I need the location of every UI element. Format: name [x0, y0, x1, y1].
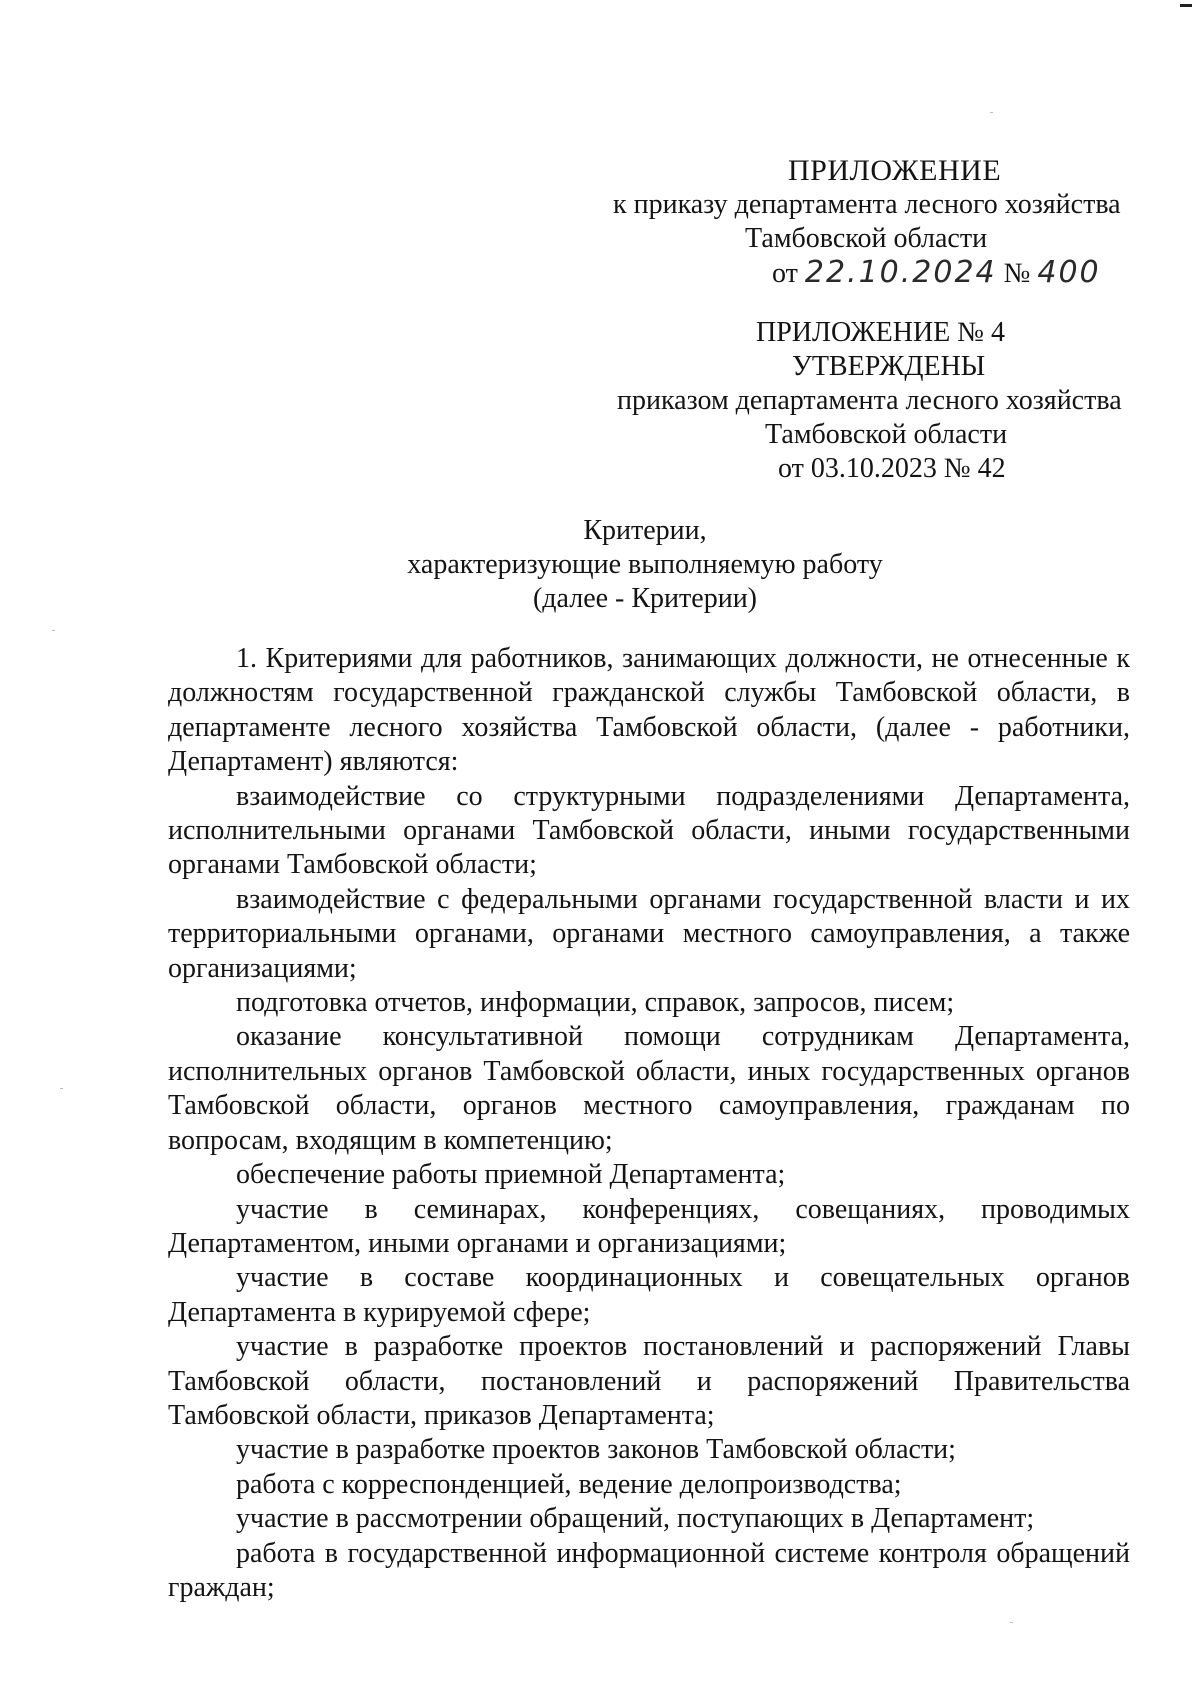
paragraph: работа в государственной информационной системе контроля обращений граждан; [168, 1537, 1130, 1603]
annex4-title: ПРИЛОЖЕНИЕ № 4 [756, 317, 1005, 348]
annex4-line-region: Тамбовской области [765, 419, 1008, 450]
annex-header [560, 154, 1140, 291]
paragraph: участие в разработке проектов постановлений и распоряжений Главы Тамбовской области, постановлений и распоряжений Правительства Тамбовской области, приказов Департамента; [168, 1331, 1130, 1431]
scan-speck [1010, 1622, 1013, 1623]
paragraph: оказание консультативной помощи сотрудникам Департамента, исполнительных органов Тамбовской области, иных государственных органов Тамбовской области, органов местного самоуправления, гражданам по вопросам, входящим в компетенцию; [168, 1021, 1130, 1156]
paragraph: взаимодействие со структурными подразделениями Департамента, исполнительными органами Тамбовской области, иными государственными органами Тамбовской области; [168, 780, 1130, 881]
criteria-title-line1: Критерии, [583, 515, 707, 546]
paragraph: участие в составе координационных и совещательных органов Департамента в курируемой сфере; [168, 1262, 1130, 1328]
paragraph: обеспечение работы приемной Департамента; [236, 1159, 786, 1191]
paragraph: участие в разработке проектов законов Тамбовской области; [236, 1434, 956, 1466]
annex-line-region: Тамбовской области [745, 223, 988, 254]
paragraph: участие в семинарах, конференциях, совещаниях, проводимых Департаментом, иными органами и организациями; [168, 1193, 1130, 1259]
annex-date-prefix: от [772, 258, 798, 289]
annex4-line-date: от 03.10.2023 № 42 [778, 453, 1006, 484]
annex-title: ПРИЛОЖЕНИЕ [788, 154, 1002, 187]
paragraph: работа с корреспонденцией, ведение делопроизводства; [236, 1468, 902, 1500]
scan-speck [52, 630, 55, 631]
scan-speck [990, 112, 993, 113]
annex-line-order: к приказу департамента лесного хозяйства [613, 189, 1121, 220]
document-body [168, 642, 1130, 1605]
annex4-line-order: приказом департамента лесного хозяйства [617, 385, 1122, 416]
annex-date-handwritten: 22.10.2024 [804, 255, 997, 290]
annex4-approved: УТВЕРЖДЕНЫ [792, 351, 986, 382]
scan-corner-mark [1180, 4, 1192, 7]
paragraph: взаимодействие с федеральными органами государственной власти и их территориальными органами, органами местного самоуправления, а также организациями; [168, 883, 1130, 984]
criteria-title [0, 514, 1200, 616]
paragraph: 1. Критериями для работников, занимающих должности, не отнесенные к должностям государственной гражданской службы Тамбовской области, в департаменте лесного хозяйства Тамбовской области, (далее - работники, Департамент) являются: [168, 643, 1130, 778]
criteria-title-line3: (далее - Критерии) [532, 583, 757, 614]
annex-number-sign: № [1003, 258, 1031, 289]
paragraph: участие в рассмотрении обращений, поступающих в Департамент; [236, 1503, 1035, 1535]
annex-number-handwritten: 400 [1037, 255, 1101, 290]
annex-date-line [560, 256, 1140, 291]
scan-speck [60, 1088, 63, 1089]
paragraph: подготовка отчетов, информации, справок, запросов, писем; [236, 987, 955, 1019]
criteria-title-line2: характеризующие выполняемую работу [407, 549, 883, 580]
annex4-header [560, 316, 1140, 486]
